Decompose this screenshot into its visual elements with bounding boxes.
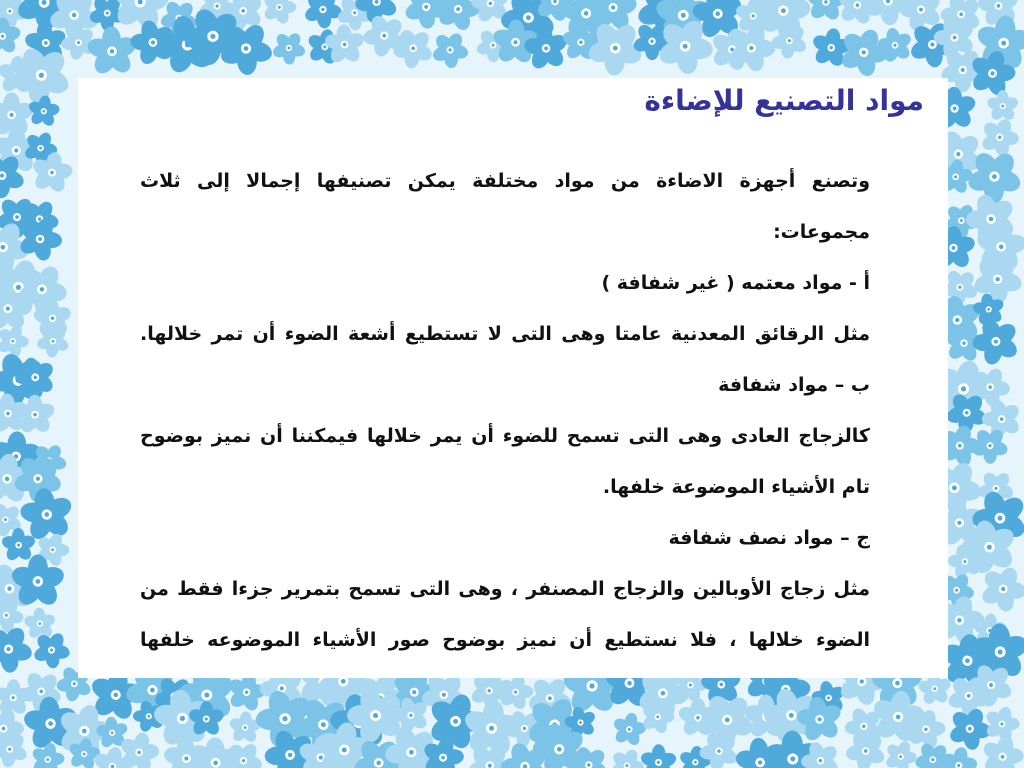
- body-line-1: وتصنع أجهزة الاضاءة من مواد مختلفة يمكن تصنيفها إجمالا إلى ثلاث: [140, 170, 870, 192]
- body-line-10: الضوء خلالها ، فلا نستطيع أن نميز بوضوح صور الأشياء الموضوعه خلفها: [140, 629, 870, 651]
- body-line-4: مثل الرقائق المعدنية عامتا وهى التى لا تستطيع أشعة الضوء أن تمر خلالها.: [140, 323, 870, 345]
- body-line-9: مثل زجاج الأوبالين والزجاج المصنفر ، وهى التى تسمح بتمرير جزءا فقط من: [140, 578, 870, 600]
- slide-title: مواد التصنيع للإضاءة: [644, 84, 924, 117]
- body-line-5: ب – مواد شفافة: [718, 374, 870, 396]
- body-line-8: ج – مواد نصف شفافة: [668, 527, 870, 549]
- body-line-7: تام الأشياء الموضوعة خلفها.: [602, 476, 870, 498]
- slide-body: [140, 156, 870, 666]
- body-line-2: مجموعات:: [773, 221, 870, 243]
- body-line-3: أ - مواد معتمه ( غير شفافة ): [601, 272, 870, 294]
- body-line-6: كالزجاج العادى وهى التى تسمح للضوء أن يمر خلالها فيمكننا أن نميز بوضوح: [140, 425, 870, 447]
